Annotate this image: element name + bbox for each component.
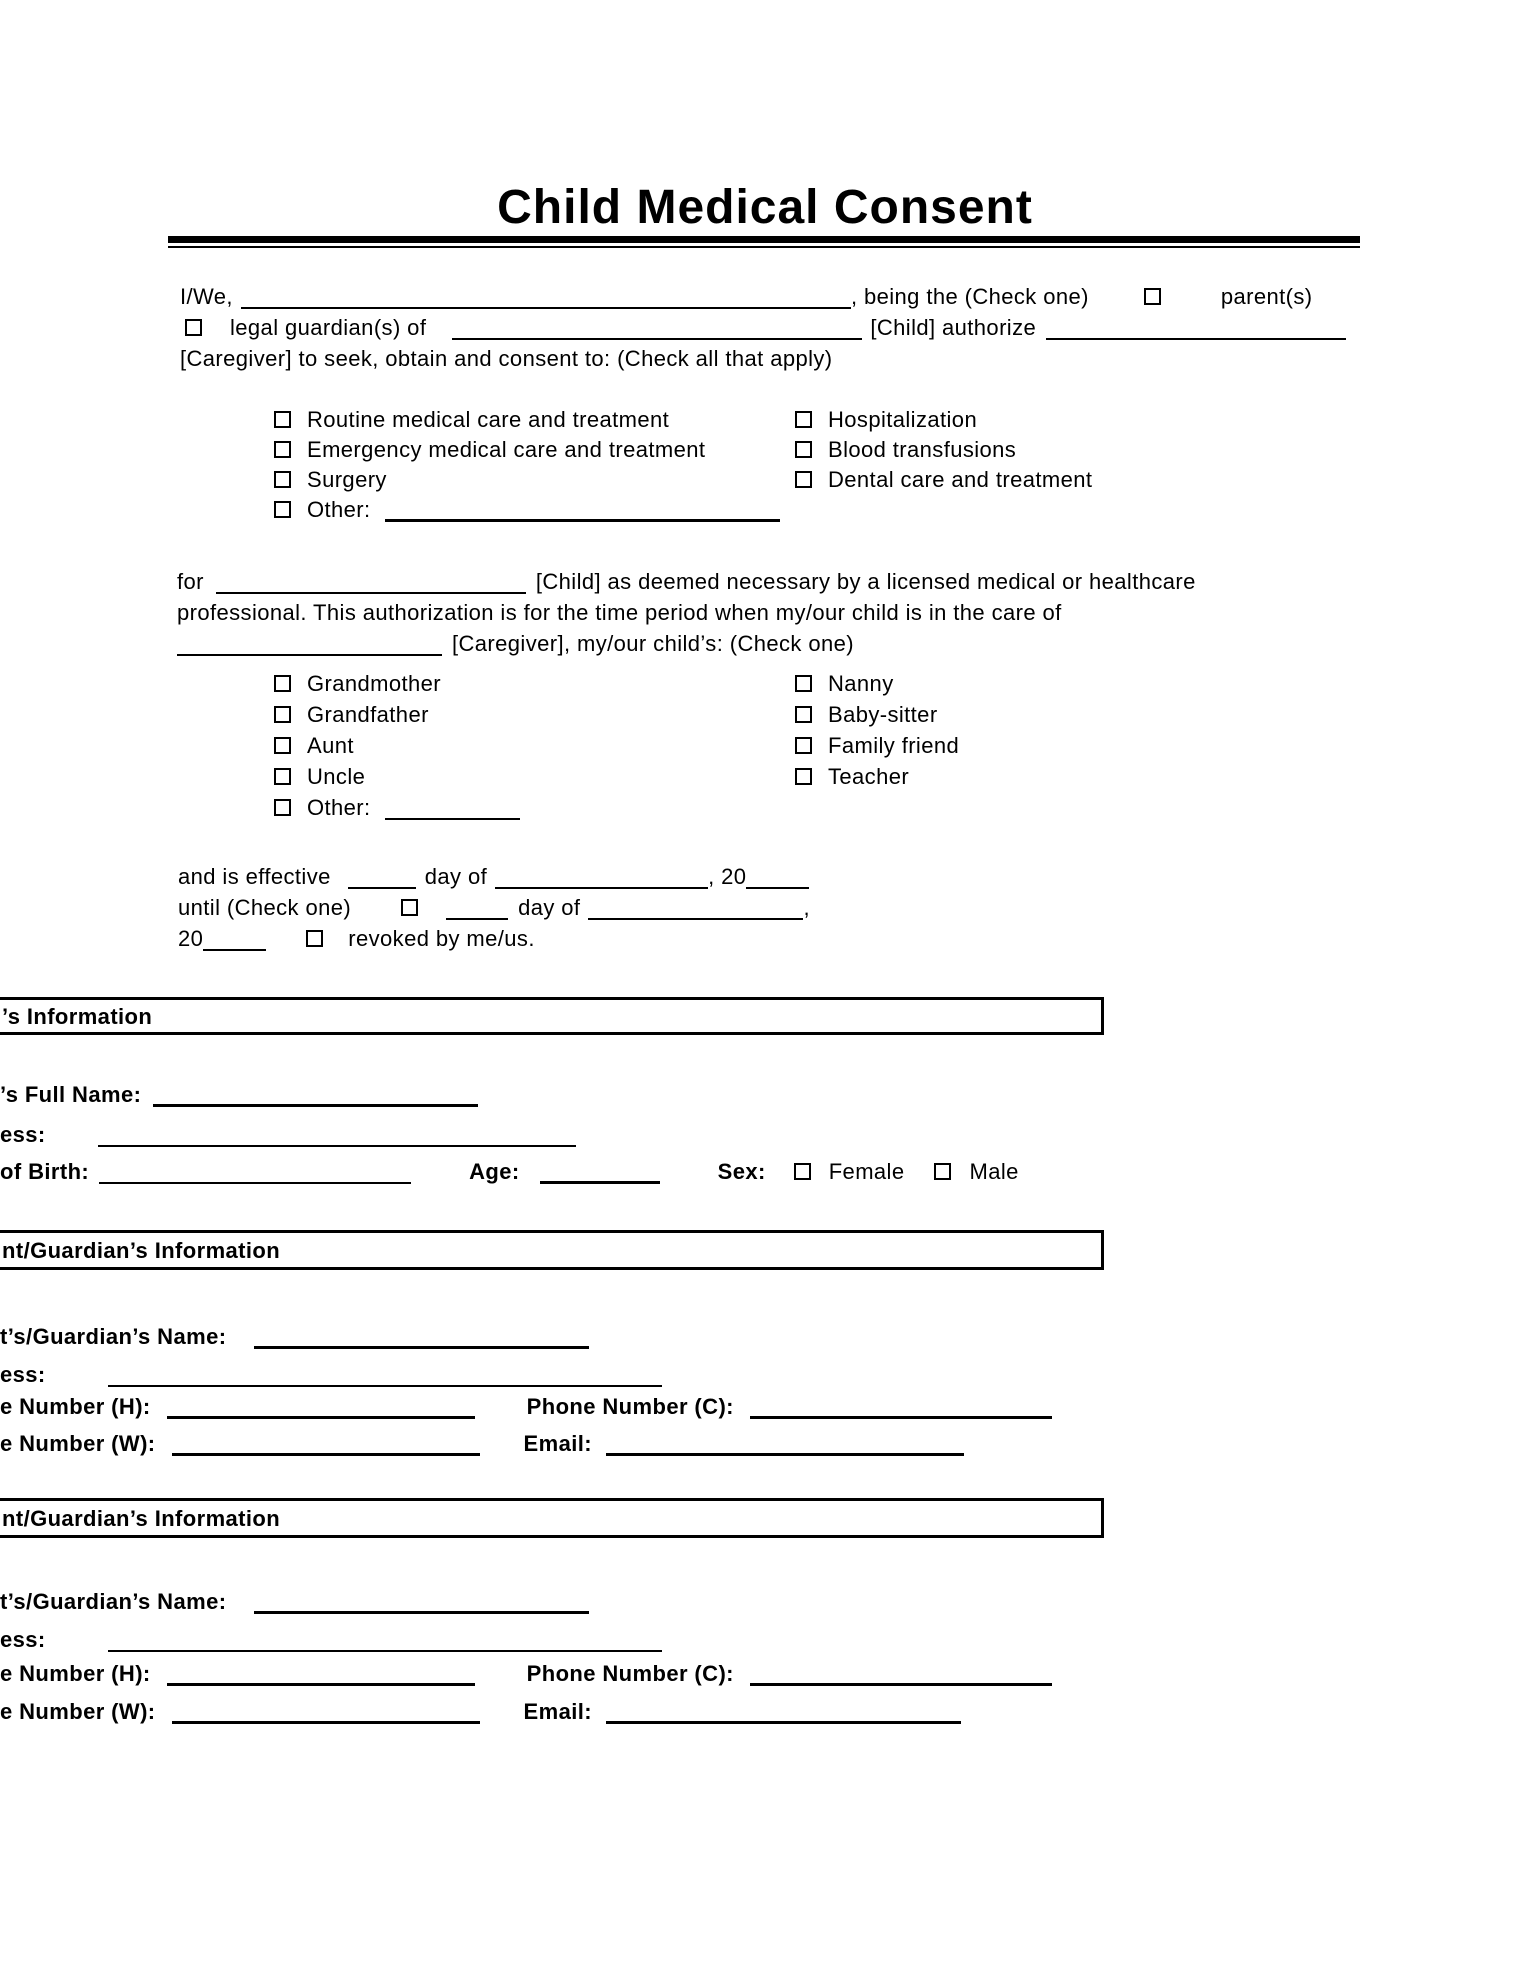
page-title: Child Medical Consent: [497, 181, 1033, 234]
guardian-address-blank[interactable]: [108, 1634, 662, 1652]
child-birth-blank[interactable]: [99, 1166, 411, 1184]
phone-w-label: e Number (W):: [0, 1431, 156, 1456]
being-the-text: , being the (Check one): [850, 284, 1089, 309]
option-label: Other:: [307, 795, 371, 820]
option-label: Family friend: [828, 733, 960, 758]
guardian-name-blank[interactable]: [254, 1595, 589, 1614]
effective-month-blank[interactable]: [495, 871, 708, 889]
iwe-text: I/We,: [180, 284, 233, 309]
female-checkbox[interactable]: [794, 1163, 811, 1180]
until-check-one-text: until (Check one): [178, 895, 352, 920]
revoked-text: revoked by me/us.: [348, 926, 535, 951]
child-info-section-header: [0, 997, 1104, 1035]
routine-care-checkbox[interactable]: [274, 411, 291, 428]
child-sex-label: Sex:: [717, 1159, 766, 1184]
until-month-blank[interactable]: [588, 902, 803, 920]
until-day-blank[interactable]: [446, 902, 508, 920]
parents-checkbox[interactable]: [1144, 288, 1161, 305]
option-label: Grandfather: [307, 702, 429, 727]
option-label: Nanny: [828, 671, 894, 696]
day-of-text: day of: [424, 864, 488, 889]
child-address-blank[interactable]: [98, 1129, 576, 1147]
parents-label: parent(s): [1220, 284, 1313, 309]
revoked-checkbox[interactable]: [306, 930, 323, 947]
phone-c-blank[interactable]: [750, 1400, 1052, 1419]
guardian-address-label: ess:: [0, 1627, 46, 1652]
guardian-address-label: ess:: [0, 1362, 46, 1387]
until-year-blank[interactable]: [203, 933, 266, 951]
option-label: Dental care and treatment: [828, 467, 1093, 492]
title-rule-thick: [168, 236, 1360, 243]
option-label: Baby-sitter: [828, 702, 938, 727]
relation-other-blank[interactable]: [385, 802, 520, 820]
option-label: Teacher: [828, 764, 910, 789]
for-child-blank[interactable]: [216, 576, 526, 594]
option-label: Emergency medical care and treatment: [307, 437, 706, 462]
consent-other-checkbox[interactable]: [274, 501, 291, 518]
child-birth-label: of Birth:: [0, 1159, 90, 1184]
legal-guardians-label: legal guardian(s) of: [230, 315, 427, 340]
email-label: Email:: [523, 1699, 592, 1724]
teacher-checkbox[interactable]: [795, 768, 812, 785]
aunt-checkbox[interactable]: [274, 737, 291, 754]
phone-w-blank[interactable]: [172, 1705, 480, 1724]
phone-h-blank[interactable]: [167, 1400, 475, 1419]
phone-h-blank[interactable]: [167, 1667, 475, 1686]
section-header-label: nt/Guardian’s Information: [2, 1506, 281, 1531]
babysitter-checkbox[interactable]: [795, 706, 812, 723]
guardian-name-label: t’s/Guardian’s Name:: [0, 1324, 227, 1349]
option-label: Surgery: [307, 467, 387, 492]
grandfather-checkbox[interactable]: [274, 706, 291, 723]
option-label: Grandmother: [307, 671, 442, 696]
guardian-info-section-header: [0, 1498, 1104, 1538]
child-age-blank[interactable]: [540, 1165, 660, 1184]
guardian-name-label: t’s/Guardian’s Name:: [0, 1589, 227, 1614]
consent-other-blank[interactable]: [385, 503, 780, 522]
uncle-checkbox[interactable]: [274, 768, 291, 785]
blood-transfusions-checkbox[interactable]: [795, 441, 812, 458]
guardian-info-section-header: [0, 1230, 1104, 1270]
effective-day-blank[interactable]: [348, 871, 416, 889]
phone-h-label: e Number (H):: [0, 1661, 151, 1686]
section-header-label: ’s Information: [2, 1004, 153, 1029]
email-blank[interactable]: [606, 1705, 961, 1724]
dental-care-checkbox[interactable]: [795, 471, 812, 488]
section-header-label: nt/Guardian’s Information: [2, 1238, 281, 1263]
child-authorize-text: [Child] authorize: [870, 315, 1037, 340]
for-text: for: [177, 569, 204, 594]
phone-c-blank[interactable]: [750, 1667, 1052, 1686]
option-label: Blood transfusions: [828, 437, 1017, 462]
emergency-care-checkbox[interactable]: [274, 441, 291, 458]
title-rule-thin: [168, 246, 1360, 248]
twenty-text: 20: [178, 926, 204, 951]
guardian-name-blank[interactable]: [254, 1330, 589, 1349]
caregiver-check-one-text: [Caregiver], my/our child’s: (Check one): [452, 631, 854, 656]
phone-c-label: Phone Number (C):: [526, 1661, 734, 1686]
child-address-label: ess:: [0, 1122, 46, 1147]
effective-year-blank[interactable]: [746, 871, 809, 889]
care-of-caregiver-blank[interactable]: [177, 638, 442, 656]
phone-h-label: e Number (H):: [0, 1394, 151, 1419]
until-date-checkbox[interactable]: [401, 899, 418, 916]
option-label: Other:: [307, 497, 371, 522]
legal-guardians-checkbox[interactable]: [185, 319, 202, 336]
authorize-caregiver-blank[interactable]: [1046, 322, 1346, 340]
iwe-name-blank[interactable]: [241, 291, 851, 309]
male-label: Male: [969, 1159, 1019, 1184]
child-name-label: ’s Full Name:: [0, 1082, 142, 1107]
female-label: Female: [828, 1159, 905, 1184]
comma-text: ,: [803, 895, 810, 920]
comma-20-text: , 20: [708, 864, 747, 889]
child-deemed-text: [Child] as deemed necessary by a licensed medical or healthcare: [535, 569, 1196, 594]
option-label: Aunt: [307, 733, 354, 758]
guardian-of-child-blank[interactable]: [452, 322, 862, 340]
option-label: Routine medical care and treatment: [307, 407, 670, 432]
option-label: Hospitalization: [828, 407, 978, 432]
surgery-checkbox[interactable]: [274, 471, 291, 488]
child-name-blank[interactable]: [153, 1088, 478, 1107]
effective-text: and is effective: [178, 864, 331, 889]
family-friend-checkbox[interactable]: [795, 737, 812, 754]
hospitalization-checkbox[interactable]: [795, 411, 812, 428]
day-of-text: day of: [518, 895, 581, 920]
phone-w-blank[interactable]: [172, 1437, 480, 1456]
caregiver-consent-text: [Caregiver] to seek, obtain and consent to: (Check all that apply): [180, 346, 833, 371]
grandmother-checkbox[interactable]: [274, 675, 291, 692]
guardian-address-blank[interactable]: [108, 1369, 662, 1387]
phone-w-label: e Number (W):: [0, 1699, 156, 1724]
phone-c-label: Phone Number (C):: [526, 1394, 734, 1419]
option-label: Uncle: [307, 764, 366, 789]
nanny-checkbox[interactable]: [795, 675, 812, 692]
email-blank[interactable]: [606, 1437, 964, 1456]
male-checkbox[interactable]: [934, 1163, 951, 1180]
relation-other-checkbox[interactable]: [274, 799, 291, 816]
authorization-line2-text: professional. This authorization is for the time period when my/our child is in the care of: [177, 600, 1062, 625]
child-age-label: Age:: [469, 1159, 520, 1184]
email-label: Email:: [523, 1431, 592, 1456]
